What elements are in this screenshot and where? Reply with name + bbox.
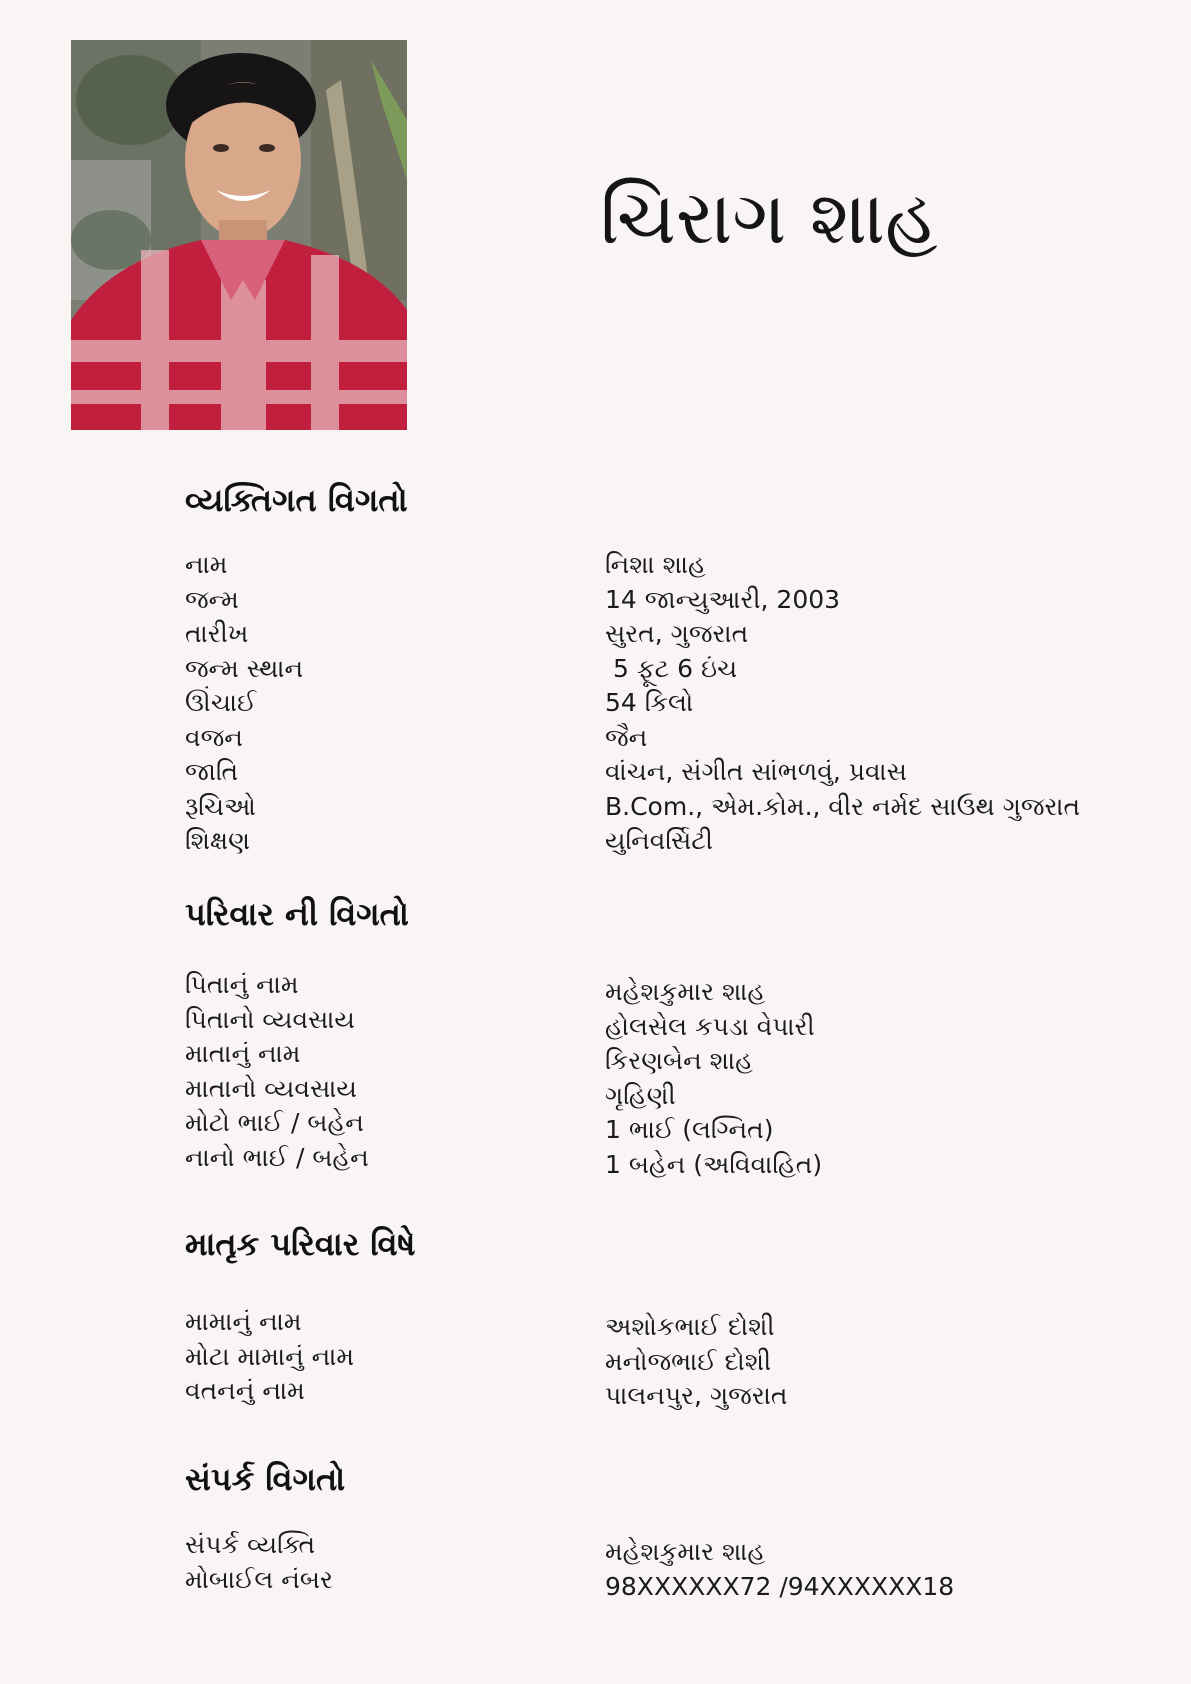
- label-weight: વજન: [185, 722, 243, 752]
- value-name: નિશા શાહ: [605, 550, 706, 579]
- label-father-name: પિતાનું નામ: [185, 970, 299, 999]
- value-native-place: પાલનપુર, ગુજરાત: [605, 1381, 788, 1410]
- label-birthplace: જન્મ સ્થાન: [185, 653, 304, 683]
- contact-values: [605, 1535, 1165, 1604]
- label-education: શિક્ષણ: [185, 826, 250, 855]
- label-native-place: વતનનું નામ: [185, 1376, 305, 1405]
- label-elder-sibling: મોટો ભાઈ / બહેન: [185, 1108, 364, 1137]
- value-birthplace: સુરત, ગુજરાત: [605, 619, 749, 648]
- label-younger-sibling: નાનો ભાઈ / બહેન: [185, 1142, 369, 1172]
- profile-photo: [71, 40, 407, 430]
- label-contact-person: સંપર્ક વ્યક્તિ: [185, 1530, 316, 1559]
- maternal-labels: [185, 1305, 565, 1409]
- section-heading-family: પરિવાર ની વિગતો: [185, 895, 409, 933]
- family-values: [605, 975, 1165, 1182]
- value-father-occupation: હોલસેલ કપડા વેપારી: [605, 1011, 815, 1041]
- section-heading-contact: સંપર્ક વિગતો: [185, 1460, 346, 1498]
- label-mother-name: માતાનું નામ: [185, 1039, 301, 1068]
- section-heading-maternal: માતૃક પરિવાર વિષે: [185, 1225, 416, 1263]
- value-height: 5 ફૂટ 6 ઇંચ: [605, 653, 738, 683]
- value-contact-person: મહેશકુમાર શાહ: [605, 1537, 766, 1566]
- value-mother-name: કિરણબેન શાહ: [605, 1046, 753, 1075]
- profile-name-title: ચિરાગ શાહ: [600, 175, 938, 261]
- label-mother-occupation: માતાનો વ્યવસાય: [185, 1073, 357, 1103]
- label-date: તારીખ: [185, 619, 249, 648]
- value-elder-maternal-uncle: મનોજભાઈ દોશી: [605, 1346, 772, 1376]
- value-weight: 54 કિલો: [605, 688, 694, 717]
- section-heading-personal: વ્યક્તિગત વિગતો: [185, 481, 408, 519]
- label-hobbies: રૂચિઓ: [185, 791, 256, 821]
- label-elder-maternal-uncle: મોટા મામાનું નામ: [185, 1341, 355, 1371]
- value-mother-occupation: ગૃહિણી: [605, 1080, 676, 1110]
- personal-values: [605, 548, 1165, 859]
- personal-labels: [185, 548, 565, 859]
- contact-labels: [185, 1528, 565, 1597]
- value-caste: જૈન: [605, 722, 648, 752]
- value-education: B.Com., એમ.કોમ., વીર નર્મદ સાઉથ ગુજરાત: [605, 791, 1081, 821]
- value-maternal-uncle: અશોકભાઈ દોશી: [605, 1312, 775, 1341]
- value-father-name: મહેશકુમાર શાહ: [605, 977, 766, 1006]
- value-birth-date: 14 જાન્યુઆરી, 2003: [605, 584, 841, 614]
- maternal-values: [605, 1310, 1165, 1414]
- label-maternal-uncle: મામાનું નામ: [185, 1307, 302, 1336]
- value-younger-sibling: 1 બહેન (અવિવાહિત): [605, 1149, 823, 1179]
- value-elder-sibling: 1 ભાઈ (લગ્નિત): [605, 1115, 774, 1144]
- label-birth: જન્મ: [185, 584, 239, 614]
- label-father-occupation: પિતાનો વ્યવસાય: [185, 1004, 355, 1034]
- label-mobile-number: મોબાઈલ નંબર: [185, 1564, 333, 1594]
- family-labels: [185, 968, 565, 1175]
- value-hobbies: વાંચન, સંગીત સાંભળવું, પ્રવાસ: [605, 757, 907, 786]
- value-education-cont: યુનિવર્સિટી: [605, 826, 713, 855]
- value-mobile-number[interactable]: 98XXXXXX72 /94XXXXXX18: [605, 1571, 955, 1601]
- label-height: ઊંચાઈ: [185, 688, 257, 717]
- portrait-image-icon: [71, 40, 407, 430]
- label-caste: જાતિ: [185, 757, 239, 786]
- label-name: નામ: [185, 550, 228, 579]
